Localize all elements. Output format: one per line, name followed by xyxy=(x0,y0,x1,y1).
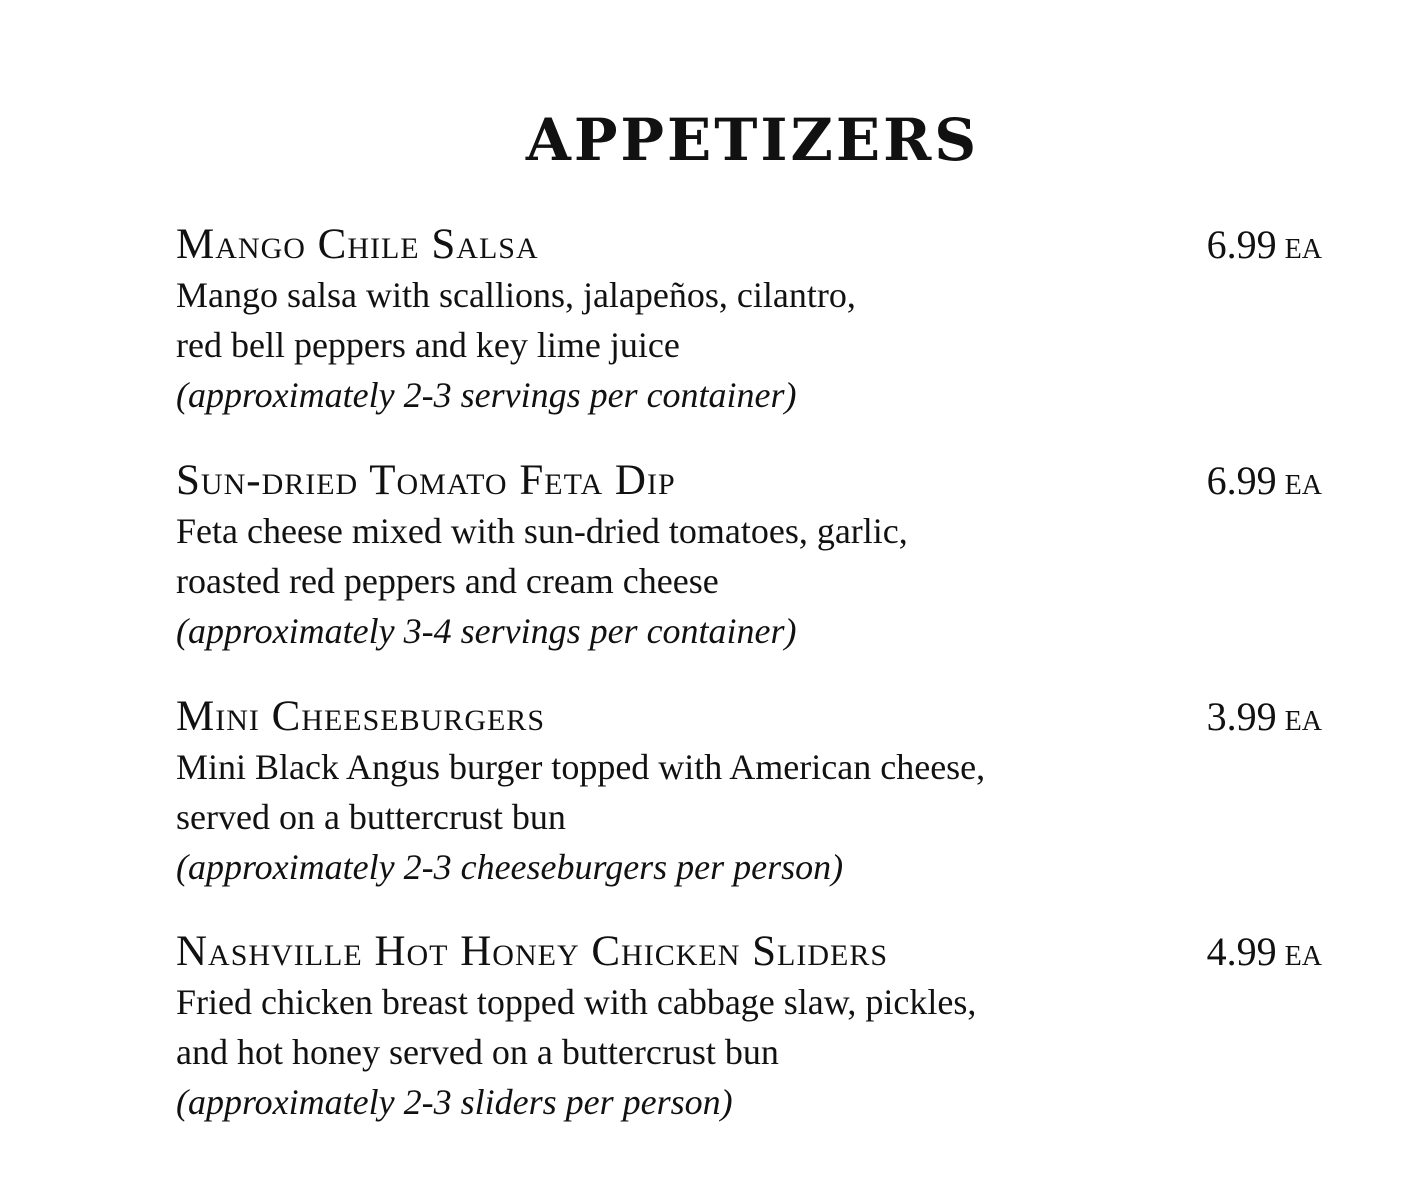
item-serving-note: (approximately 2-3 sliders per person) xyxy=(176,1082,733,1122)
price-value: 6.99 xyxy=(1206,222,1277,267)
item-description: Mango salsa with scallions, jalapeños, cilantro, red bell peppers and key lime juice xyxy=(176,275,856,365)
item-name: Mango Chile Salsa xyxy=(176,221,539,268)
price-value: 4.99 xyxy=(1206,929,1277,974)
menu-item xyxy=(176,927,1322,1127)
menu-item xyxy=(176,220,1322,420)
item-serving-note: (approximately 2-3 servings per container) xyxy=(176,375,797,415)
price-value: 3.99 xyxy=(1206,694,1277,739)
item-price xyxy=(1207,692,1322,742)
item-price xyxy=(1207,927,1322,977)
item-serving-note: (approximately 3-4 servings per container) xyxy=(176,611,797,651)
price-unit: ea xyxy=(1284,458,1322,503)
item-description: Mini Black Angus burger topped with American cheese, served on a buttercrust bun xyxy=(176,747,986,837)
item-price xyxy=(1207,456,1322,506)
item-description: Fried chicken breast topped with cabbage slaw, pickles, and hot honey served on a buttercrust bun xyxy=(176,982,977,1072)
price-value: 6.99 xyxy=(1206,458,1277,503)
menu-item xyxy=(176,456,1322,656)
price-unit: ea xyxy=(1284,222,1322,267)
menu-item xyxy=(176,692,1322,892)
item-serving-note: (approximately 2-3 cheeseburgers per person) xyxy=(176,847,844,887)
section-title: APPETIZERS xyxy=(525,106,980,174)
item-description: Feta cheese mixed with sun-dried tomatoes, garlic, roasted red peppers and cream cheese xyxy=(176,511,908,601)
item-name: Mini Cheeseburgers xyxy=(176,693,546,740)
price-unit: ea xyxy=(1284,694,1322,739)
item-name: Sun-dried Tomato Feta Dip xyxy=(176,457,676,504)
price-unit: ea xyxy=(1284,929,1322,974)
item-price xyxy=(1207,220,1322,270)
item-name: Nashville Hot Honey Chicken Sliders xyxy=(176,928,889,975)
